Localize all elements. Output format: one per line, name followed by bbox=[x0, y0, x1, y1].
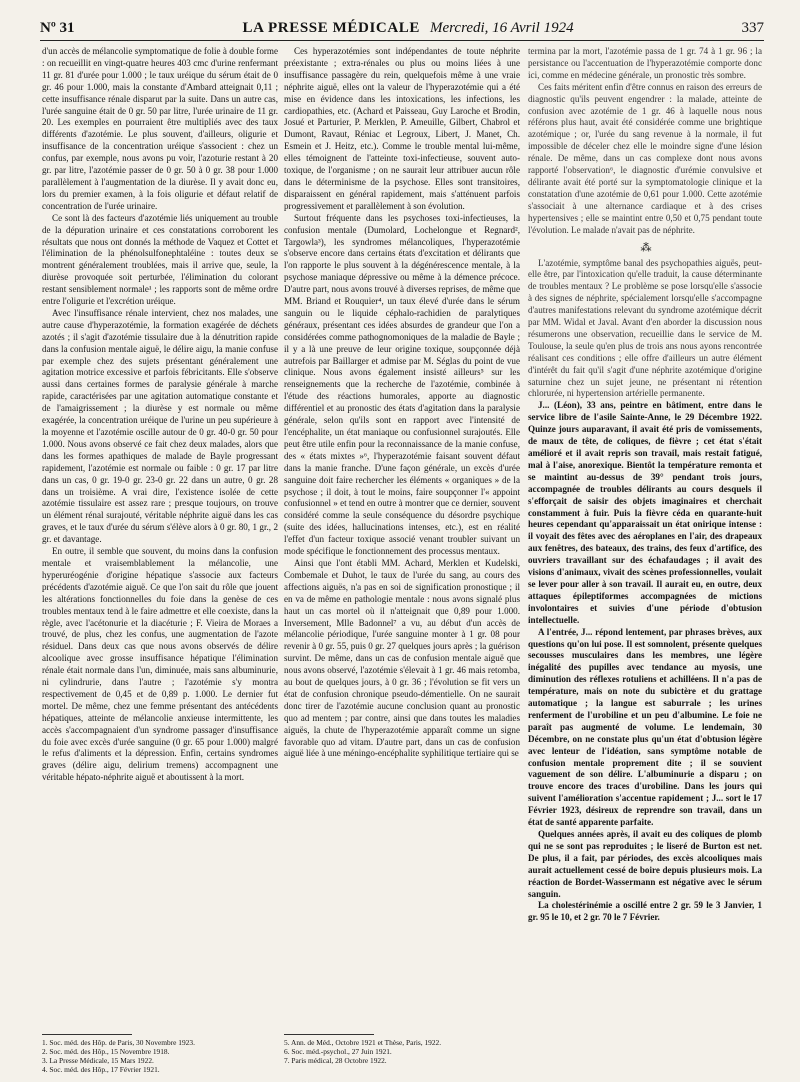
case-report-paragraph: J... (Léon), 33 ans, peintre en bâtiment, entre dans le service libre de l'asile Sainte-Anne, le 29 Décembre 1922. Quinze jours auparavant, il avait été pris de vomissements, de maux de tête, de coliques, de fièvre ; cet état s'était amélioré et il avait repris son travail, mais restait fatigué, mal à l'aise, anorexique. Bientôt la température remonta et se maintint au-dessus de 39° pendant trois jours, accompagnée de troubles délirants au cours desquels il s'efforçait de saisir des objets imaginaires et cherchait constamment à fuir. Puis la fièvre céda en quarante-huit heures cependant qu'apparaissait un état onirique intense : il voyait des fêtes avec des aéroplanes en l'air, des drapeaux aux fenêtres, des bateaux, des trains, des feux d'artifice, des ouvriers travaillant sur des échafaudages ; il avait des visions d'animaux, vivait des scènes professionnelles, voulait se lever pour aller à son travail. Il aurait eu, en outre, deux attaques épileptiformes accompagnées de mictions involontaires et suivies d'une période d'obtusion intellectuelle. bbox=[528, 400, 762, 625]
footnote: 4. Soc. méd. des Hôp., 17 Février 1921. bbox=[42, 1065, 160, 1075]
paragraph: d'un accès de mélancolie symptomatique de folie à double forme : on recueillit en vingt-quatre heures 403 cmc d'urine renfermant 11 gr. 81 d'urée pour 1.000 ; le taux uréique du sérum était de 0 gr. 46 pour 1.000, mais la constante d'Ambard atteignait 0,11 ; cette insuffisance rénale disparut par la suite. Dans un autre cas, l'urée sanguine était de 0 gr. 50 par litre, l'urée urinaire de 11 gr. 20. Les exemples en pourraient être multipliés avec des taux différents d'azotémie. Le plus souvent, d'ailleurs, oligurie et insuffisance de la concentration uréique s'associent : chez un confus, par exemple, nous avons pu voir, l'azoturie restant à 20 gr. par litre, l'azotémie passer de 0 gr. 50 à 0 gr. 38 pour 1.000 parallèlement à l'augmentation de la diurèse. Il y avait donc eu, lors du premier examen, à la fois oligurie et défaut relatif de concentration de l'urée urinaire. bbox=[42, 46, 278, 211]
footnote: 7. Paris médical, 28 Octobre 1922. bbox=[284, 1056, 387, 1066]
footnote: 1. Soc. méd. des Hôp. de Paris, 30 Novembre 1923. bbox=[42, 1038, 195, 1047]
header-title-group bbox=[242, 20, 573, 37]
paragraph: L'azotémie, symptôme banal des psychopathies aiguës, peut-elle être, par l'intoxication qu'elle traduit, la cause déterminante de troubles mentaux ? Le problème se pose lorsqu'elle s'associe à des signes de néphrite, spécialement lorsqu'elle s'accompagne d'autres manifestations relevant du syndrome azotémique décrit par MM. Widal et Javal. Avant d'en aborder la discussion nous résumerons une observation, recueillie dans le service de M. Toulouse, la seule qu'en plus de trois ans nous ayons rencontrée réalisant ces conditions ; elle offre d'ailleurs un autre élément d'intérêt du fait qu'il s'agit d'une néphrite azotémique d'origine saturnine chez un sujet jeune, ne présentant ni rétention chlorurée, ni hypertension artérielle permanente. bbox=[528, 257, 762, 399]
paragraph: Ces hyperazotémies sont indépendantes de toute néphrite préexistante ; extra-rénales ou plus ou moins liées à une insuffisance passagère du rein, quelquefois même à une vraie néphrite aiguë, elles ont la valeur de l'hyperazotémie qui a été mise en évidence dans les intoxications, les infections, les cardiopathies, etc. (Achard et Paisseau, Guy Laroche et Brodin, Josué et Parturier, P. Merklen, P. Ameuille, Gilbert, Chabrol et Dumont, Ravaut, Réniac et Legroux, Libert, J. Manet, Ch. Esmein et J. Heitz, etc.). Comme le trouble mental lui-même, elles témoignent de l'atteinte toxi-infectieuse, souvent auto-toxique, de l'organisme ; on ne saurait leur attribuer aucun rôle dans le déterminisme de la psychose. Elles sont transitoires, disparaissent en général rapidement, mais s'atténuent parfois progressivement et parallèlement à son évolution. bbox=[284, 46, 520, 211]
column-1 bbox=[42, 46, 278, 1030]
issue-number: Nº 31 bbox=[40, 19, 75, 36]
footnote: 6. Soc. méd.-psychol., 27 Juin 1921. bbox=[284, 1047, 392, 1057]
footnote-rule bbox=[284, 1034, 374, 1035]
page-header bbox=[40, 14, 764, 42]
paragraph: Surtout fréquente dans les psychoses toxi-infectieuses, la confusion mentale (Dumolard, Lochelongue et Regnard², Targowla³), les syndromes mélancoliques, l'hyperazotémie s'observe encore dans certains états d'excitation et délirants que l'on rapporte le plus souvent à la dégénérescence mentale, à la psychose maniaque dépressive ou même à la démence précoce. D'autre part, nous avons trouvé à diverses reprises, de même que MM. Briand et Rouquier⁴, un taux élevé d'urée dans le sérum sanguin ou le liquide céphalo-rachidien de paralytiques généraux, présentant ces idées absurdes de grandeur que l'on a considérées comme pathognomoniques de la maladie de Bayle ; il y a là une preuve de leur origine toxique, soupçonnée déjà autrefois par Baillarger et admise par M. Séglas du point de vue clinique. Nous avons également insisté ailleurs⁵ sur les renseignements que la recherche de l'azotémie, combinée à l'étude des réactions humorales, apporte au diagnostic différentiel et au pronostic des états d'agitation dans la paralysie générale, selon qu'ils sont en rapport avec l'intensité de l'encéphalite, un état maniaque ou confusionnel surajoutés. Elle peut être utile enfin pour la reconnaissance de la manie confuse, des « états mixtes »⁶, l'hyperazotémie faisant souvent défaut dans la manie franche. D'une façon générale, un excès d'urée sanguine doit faire rechercher les éléments « organiques » de la psychose ; il doit, à tout le moins, faire soupçonner l'« appoint confusionnel » et tend en outre à montrer que ce dernier, souvent considéré comme la seule conséquence du désordre psychique (suite des idées, hallucinations intenses, etc.), est en réalité l'effet d'un facteur toxique associé venant troubler suivant un mode spécifique le fonctionnement des processus mentaux. bbox=[284, 212, 520, 557]
journal-title: LA PRESSE MÉDICALE bbox=[242, 19, 420, 36]
header-rule bbox=[40, 40, 764, 41]
case-report-paragraph: A l'entrée, J... répond lentement, par phrases brèves, aux questions qu'on lui pose. Il est somnolent, présente quelques secousses musculaires dans les membres, une légère inégalité des pupilles avec tendance au myosis, une diminution des réflexes rotuliens et achilléens. Il n'a pas de température, mais on note du subictère et du grattage automatique ; la langue est saburrale ; les urines renferment de l'urobiline et un peu d'albumine. Le foie ne paraît pas augmenté de volume. Le lendemain, 30 Décembre, on ne constate plus qu'un état d'obtusion légère avec lenteur de l'idéation, sans symptôme notable de confusion mentale proprement dite ; il se souvient vaguement de son délire. L'albuminurie a disparu ; on trouve encore des traces d'urobiline. Dans les jours qui suivent l'amélioration s'accentue rapidement ; J... sort le 17 Février 1923, désireux de reprendre son travail, dans un état de santé apparente parfaite. bbox=[528, 626, 762, 828]
footnotes-right bbox=[284, 1038, 520, 1065]
paragraph: Ce sont là des facteurs d'azotémie liés uniquement au trouble de la dépuration urinaire et ces constatations corroborent les résultats que nous ont donnés la méthode de Vaquez et Cottet et l'élimination de la phénolsulfonephtaléine : toutes deux se montrent généralement troublées, mais il arrive que, seule, la diurèse provoquée soit perturbée, l'élimination du colorant restant sensiblement normale¹ ; les rapports sont de même ordre entre l'oligurie et l'excrétion uréique. bbox=[42, 212, 278, 307]
footnote-rule bbox=[42, 1034, 132, 1035]
page-number: 337 bbox=[741, 19, 764, 36]
case-report-paragraph: Quelques années après, il avait eu des coliques de plomb qui ne se sont pas reproduites ; le liseré de Burton est net. De plus, il a fait, par périodes, des excès alcooliques mais aurait actuellement cessé de boire depuis plusieurs mois. La réaction de Bordet-Wassermann est négative avec le sérum sanguin. bbox=[528, 829, 762, 899]
footnote: 2. Soc. méd. des Hôp., 15 Novembre 1918. bbox=[42, 1047, 170, 1057]
issue-date: Mercredi, 16 Avril 1924 bbox=[429, 19, 574, 36]
footnote: 3. La Presse Médicale, 15 Mars 1922. bbox=[42, 1056, 154, 1066]
paragraph: Ces faits méritent enfin d'être connus en raison des erreurs de diagnostic qu'ils peuvent engendrer : la malade, atteinte de confusion avec azotémie de 1 gr. 46 à laquelle nous nous référons plus haut, avait été considérée comme une brightique azotémique ; or, l'urée du sang revenue à la normale, il fut impossible de déceler chez elle le moindre signe d'une lésion rénale. De même, dans un cas complexe dont nous avons rapporté l'observation⁶, le diagnostic d'urémie convulsive et délirante avait été porté sur la symptomatologie clinique et la constatation d'une azotémie de 0,61 pour 1.000. Cette azotémie s'associait à une alternance cardiaque et à des crises hypertensives ; elle se maintint entre 0,50 et 0,75 pendant toute l'évolution. Le malade n'avait pas de néphrite. bbox=[528, 81, 762, 235]
paragraph: En outre, il semble que souvent, du moins dans la confusion mentale et vraisemblablement la mélancolie, une hyperuréogénie d'origine hépatique s'associe aux facteurs précédents d'azotémie aiguë. Ce que l'on sait du rôle que jouent les altérations fonctionnelles du foie dans la genèse de ces troubles mentaux tend à le faire admettre et elle coexiste, dans la règle, avec l'acétonurie et la diacéturie ; F. Vieira de Moraes a trouvé, de plus, chez les confus, une augmentation de l'azote résiduel. Dans deux cas que nous avons observés de délire alcoolique avec grosse insuffisance hépatique l'élimination rénale était normale dans l'un, diminuée, mais sans albuminurie, ni cylindrurie, dans l'autre ; l'azotémie s'y montra respectivement de 0,45 et de 0,89 p. 1.000. Le dernier fut mortel. De même, chez une femme présentant des antécédents hépatiques, atteinte de mélancolie anxieuse intermittente, les accès s'accompagnaient d'un syndrome passager d'insuffisance du foie avec excès d'urée sanguine (0 gr. 65 pour 1.000) malgré le refus d'aliments et la dépression. Enfin, certains syndromes graves (délire aigu, delirium tremens) accompagnent une véritable hépato-néphrite aiguë et aboutissent à la mort. bbox=[42, 546, 278, 783]
paragraph: Ainsi que l'ont établi MM. Achard, Merklen et Kudelski, Combemale et Duhot, le taux de l'urée du sang, au cours des affections aiguës, n'a pas en soi de signification pronostique ; il en va de même en pathologie mentale : nous avons signalé plus haut un cas mortel où il n'atteignait que 0,89 pour 1.000. Inversement, Mlle Badonnel⁷ a vu, au début d'un accès de mélancolie périodique, l'urée sanguine monter à 1 gr. 08 pour revenir à 0 gr. 55, puis 0 gr. 27 quelques jours après ; la guérison survint. De même, dans un cas de confusion mentale aiguë que nous avons observé, l'azotémie s'élevait à 1 gr. 46 mais retomba, au bout de quelques jours, à 0 gr. 36 ; l'évolution se fit vers un état de confusion chronique pseudo-démentielle. On ne saurait donc tirer de l'azotémie aucune conclusion quant au pronostic quo ad mentem ; par contre, ainsi que dans toutes les maladies aiguës, la chute de l'hyperazotémie apparaît comme un signe favorable quo ad vitam. D'autre part, dans un cas de confusion aiguë liée à une méningo-encéphalite syphilitique tertiaire qui se bbox=[284, 557, 520, 759]
case-report-paragraph: La cholestérinémie a oscillé entre 2 gr. 59 le 3 Janvier, 1 gr. 95 le 10, et 2 gr. 70 le 7 Février. bbox=[528, 900, 762, 923]
column-3 bbox=[528, 46, 762, 1030]
paragraph: termina par la mort, l'azotémie passa de 1 gr. 74 à 1 gr. 96 ; la persistance ou l'accentuation de l'hyperazotémie comporte donc ici, comme en médecine générale, un pronostic très sombre. bbox=[528, 46, 762, 80]
column-2 bbox=[284, 46, 520, 1030]
paragraph: Avec l'insuffisance rénale intervient, chez nos malades, une autre cause d'hyperazotémie, la formation exagérée de déchets azotés ; il s'agit d'azotémie tissulaire due à la dénutrition rapide dans la confusion mentale aiguë, le délire aigu, la manie confuse par exemple chez des sujets présentant généralement une agitation motrice excessive et parfois fébricitants. Elle s'observe aussi dans certaines formes de paralysie générale à marche rapide, caractérisées par une agitation automatique constante et de l'amaigrissement ; la diurèse y est normale ou même exagérée, la concentration uréique de l'urine un peu supérieure à la moyenne et l'azotémie oscille autour de 0 gr. 40-0 gr. 50 pour 1.000. Nous avons observé ce fait chez deux malades, alors que dans les formes apathiques de malade de Bayle progressant rapidement, l'azotémie est normale ou faible : 0 gr. 17 par litre dans un cas, 0 gr. 19-0 gr. 23-0 gr. 22 dans un autre, 0 gr. 28 dans un troisième. A vrai dire, l'existence isolée de cette azotémie tissulaire est assez rare ; presque toujours, on trouve un élément rénal surajouté, véritable néphrite aiguë dans les cas graves, et le taux d'urée du sérum s'élève alors à 0 gr. 80, 1 gr., 2 gr. et davantage. bbox=[42, 307, 278, 545]
footnote: 5. Ann. de Méd., Octobre 1921 et Thèse, Paris, 1922. bbox=[284, 1038, 442, 1047]
footnotes-left bbox=[42, 1038, 278, 1074]
section-separator: ⁂ bbox=[640, 241, 650, 254]
